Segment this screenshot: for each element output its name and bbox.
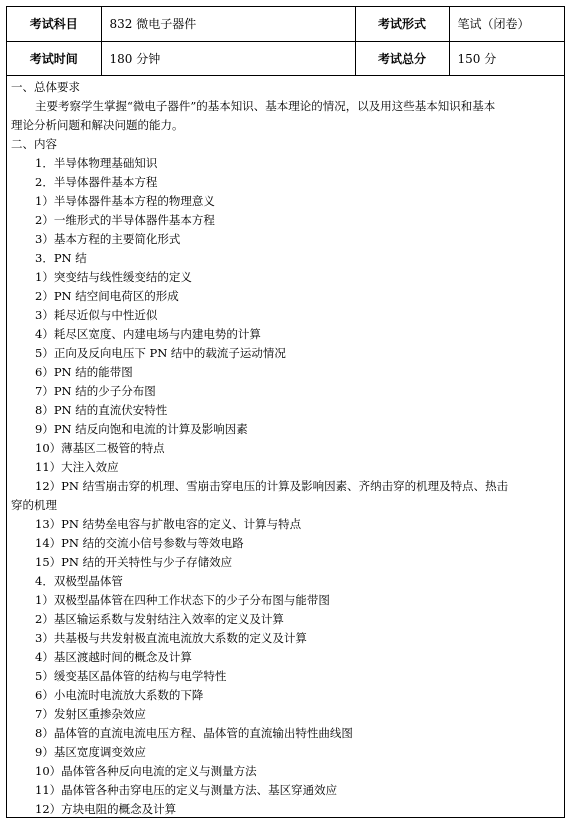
syllabus-line: 10）薄基区二极管的特点 xyxy=(35,440,165,455)
exam-info-table xyxy=(7,7,564,76)
syllabus-line: 7）发射区重掺杂效应 xyxy=(35,706,146,721)
syllabus-line: 9）基区宽度调变效应 xyxy=(35,744,146,759)
exam-info-row-2 xyxy=(7,41,564,75)
syllabus-line: 一、总体要求 xyxy=(11,79,80,94)
syllabus-line: 1）双极型晶体管在四种工作状态下的少子分布图与能带图 xyxy=(35,592,330,607)
syllabus-line: 5）正向及反向电压下 PN 结中的载流子运动情况 xyxy=(35,345,286,360)
syllabus-line: 主要考察学生掌握“微电子器件”的基本知识、基本理论的情况，以及用这些基本知识和基本 xyxy=(35,98,496,113)
syllabus-line: 7）PN 结的少子分布图 xyxy=(35,383,156,398)
syllabus-line: 8）PN 结的直流伏安特性 xyxy=(35,402,168,417)
syllabus-line: 穿的机理 xyxy=(11,497,57,512)
syllabus-line: 13）PN 结势垒电容与扩散电容的定义、计算与特点 xyxy=(35,516,302,531)
subject-label: 考试科目 xyxy=(7,7,101,41)
exam-syllabus-page xyxy=(6,6,565,818)
syllabus-line: 14）PN 结的交流小信号参数与等效电路 xyxy=(35,535,244,550)
syllabus-line: 1）突变结与线性缓变结的定义 xyxy=(35,269,192,284)
syllabus-line: 2．半导体器件基本方程 xyxy=(35,174,158,189)
syllabus-line: 9）PN 结反向饱和电流的计算及影响因素 xyxy=(35,421,248,436)
syllabus-line: 10）晶体管各种反向电流的定义与测量方法 xyxy=(35,763,257,778)
syllabus-line: 2）基区输运系数与发射结注入效率的定义及计算 xyxy=(35,611,284,626)
syllabus-line: 3）共基极与共发射极直流电流放大系数的定义及计算 xyxy=(35,630,307,645)
syllabus-line: 3）基本方程的主要简化形式 xyxy=(35,231,181,246)
total-score-value: 150 分 xyxy=(449,41,564,75)
syllabus-line: 1）半导体器件基本方程的物理意义 xyxy=(35,193,215,208)
syllabus-line: 2）一维形式的半导体器件基本方程 xyxy=(35,212,215,227)
total-score-label: 考试总分 xyxy=(355,41,449,75)
syllabus-line: 4）耗尽区宽度、内建电场与内建电势的计算 xyxy=(35,326,261,341)
syllabus-line: 12）方块电阻的概念及计算 xyxy=(35,801,177,816)
syllabus-line: 2）PN 结空间电荷区的形成 xyxy=(35,288,179,303)
exam-form-value: 笔试（闭卷） xyxy=(449,7,564,41)
syllabus-line: 二、内容 xyxy=(11,136,57,151)
syllabus-line: 12）PN 结雪崩击穿的机理、雪崩击穿电压的计算及影响因素、齐纳击穿的机理及特点、热击 xyxy=(35,478,509,493)
exam-time-value: 180 分钟 xyxy=(101,41,355,75)
exam-form-label: 考试形式 xyxy=(355,7,449,41)
syllabus-line: 3）耗尽近似与中性近似 xyxy=(35,307,158,322)
subject-value: 832 微电子器件 xyxy=(101,7,355,41)
syllabus-line: 3．PN 结 xyxy=(35,250,87,265)
syllabus-line: 4）基区渡越时间的概念及计算 xyxy=(35,649,192,664)
exam-time-label: 考试时间 xyxy=(7,41,101,75)
exam-info-row-1 xyxy=(7,7,564,41)
syllabus-line: 11）大注入效应 xyxy=(35,459,119,474)
syllabus-line: 1．半导体物理基础知识 xyxy=(35,155,158,170)
syllabus-line: 理论分析问题和解决问题的能力。 xyxy=(11,117,184,132)
syllabus-content xyxy=(7,76,564,819)
syllabus-line: 8）晶体管的直流电流电压方程、晶体管的直流输出特性曲线图 xyxy=(35,725,353,740)
syllabus-line: 6）PN 结的能带图 xyxy=(35,364,133,379)
syllabus-line: 4．双极型晶体管 xyxy=(35,573,123,588)
syllabus-line: 6）小电流时电流放大系数的下降 xyxy=(35,687,204,702)
syllabus-line: 11）晶体管各种击穿电压的定义与测量方法、基区穿通效应 xyxy=(35,782,338,797)
syllabus-line: 15）PN 结的开关特性与少子存储效应 xyxy=(35,554,233,569)
syllabus-line: 5）缓变基区晶体管的结构与电学特性 xyxy=(35,668,227,683)
